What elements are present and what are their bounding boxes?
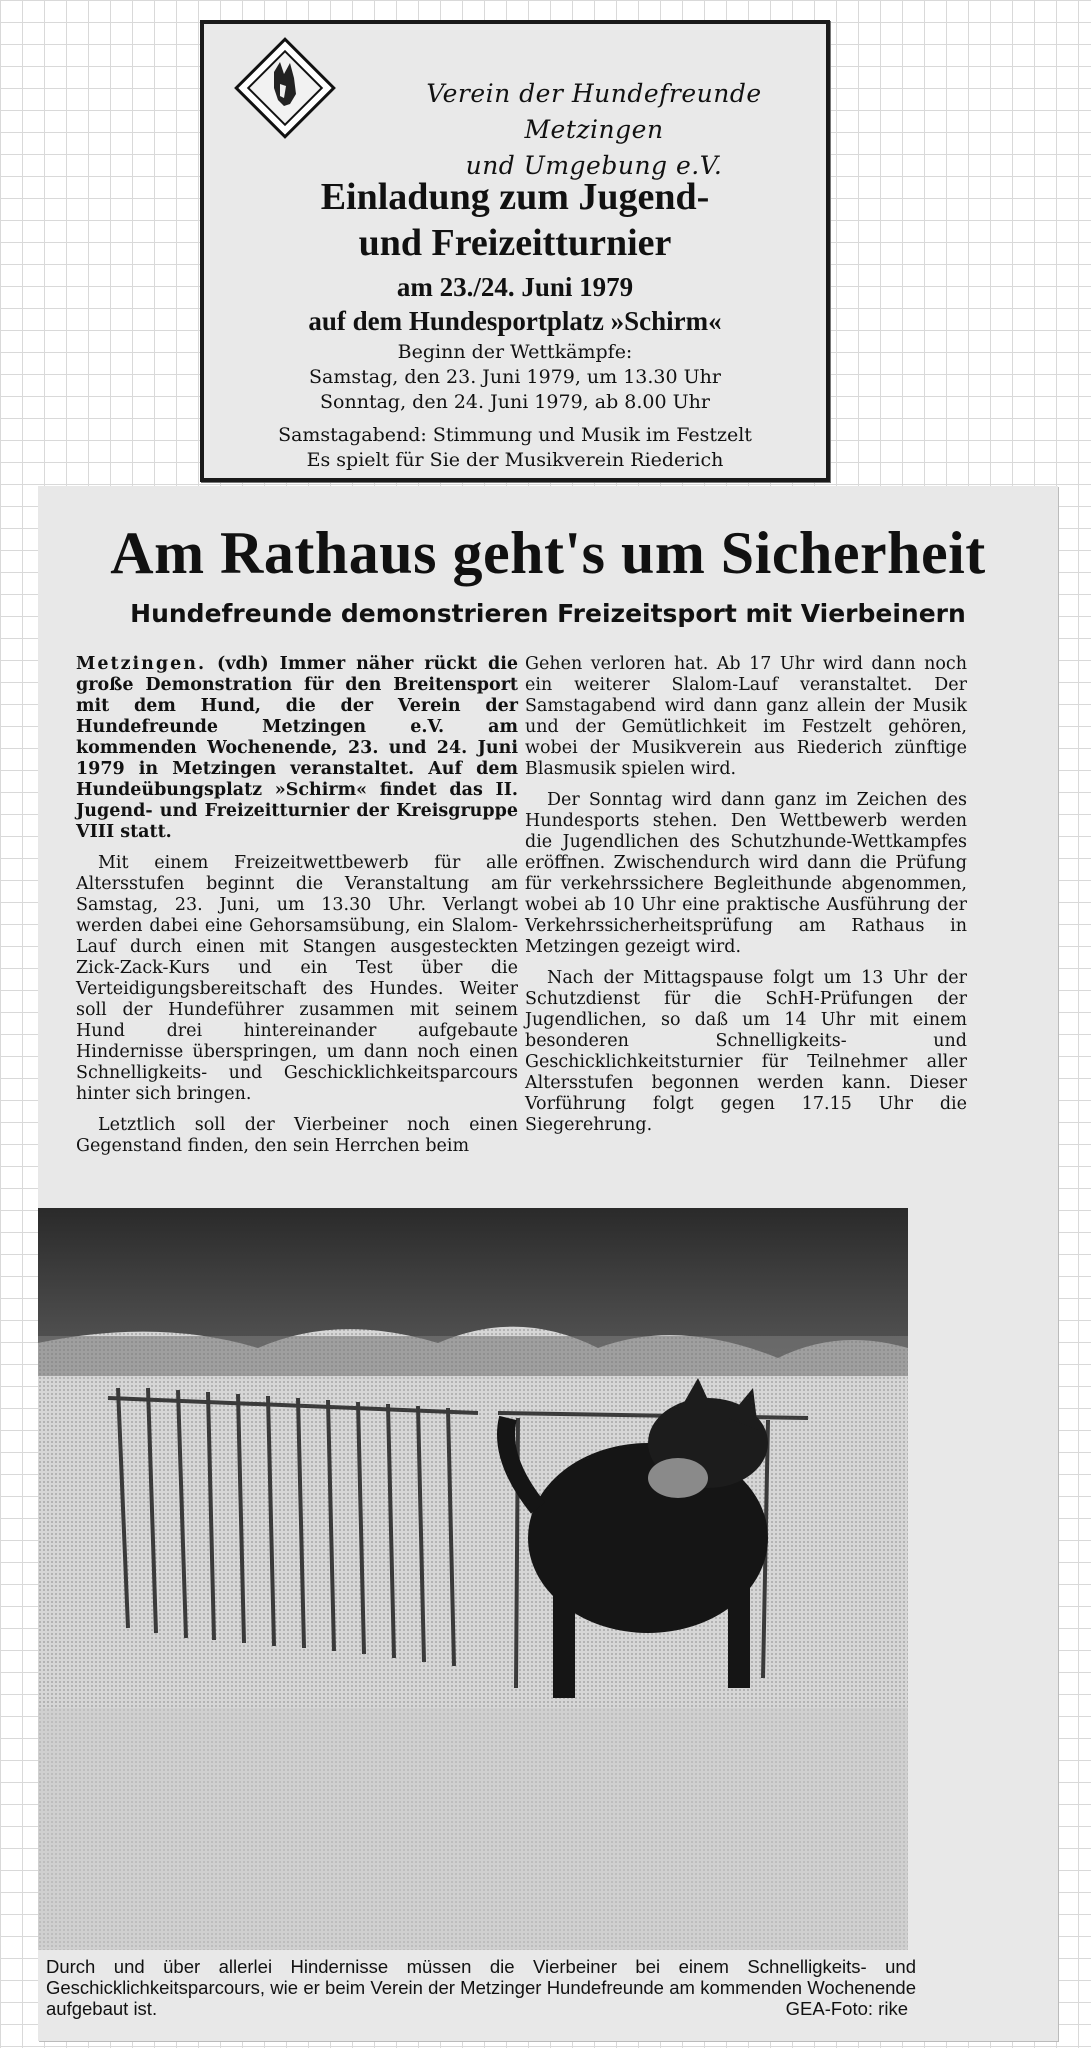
lead-paragraph bbox=[76, 654, 518, 843]
schedule-line: Beginn der Wettkämpfe: bbox=[397, 341, 633, 363]
body-paragraph: Gehen verloren hat. Ab 17 Uhr wird dann noch ein weiterer Slalom-Lauf veranstaltet. Der Samstagabend wird dann ganz allein der Musik und der Gemütlichkeit im Festzelt gehören, wobei der Musikverein aus Riederich zünftige Blasmusik spielen wird. bbox=[525, 654, 967, 779]
club-name-line2: und Umgebung e.V. bbox=[465, 151, 723, 180]
photo-credit: GEA-Foto: rike bbox=[785, 1998, 908, 2019]
invitation-title bbox=[204, 174, 826, 266]
article-subheadline: Hundefreunde demonstrieren Freizeitsport mit Vierbeinern bbox=[130, 599, 966, 628]
invitation-title-line2: und Freizeitturnier bbox=[358, 222, 672, 264]
body-paragraph: Letztlich soll der Vierbeiner noch einen Gegenstand finden, den sein Herrchen beim bbox=[76, 1115, 518, 1156]
photo-illustration bbox=[38, 1208, 908, 1950]
schedule-line: Sonntag, den 24. Juni 1979, ab 8.00 Uhr bbox=[320, 391, 710, 413]
newspaper-article bbox=[38, 486, 1058, 2041]
body-paragraph: Mit einem Freizeitwettbewerb für alle Altersstufen beginnt die Veranstaltung am Samstag, 23. Juni, um 13.30 Uhr. Verlangt werden dabei eine Gehorsamsübung, ein Slalom-Lauf durch einen mit Stangen ausgesteckten Zick-Zack-Kurs und ein Test über die Verteidigungsbereitschaft des Hundes. Weiter soll der Hundeführer zusammen mit seinem Hund drei hintereinander aufgebaute Hindernisse überspringen, um dann noch einen Schnelligkeits- und Geschicklichkeitsparcours hinter sich bringen. bbox=[76, 853, 518, 1104]
article-headline: Am Rathaus geht's um Sicherheit bbox=[110, 520, 986, 586]
club-name bbox=[374, 76, 814, 184]
body-paragraph: Der Sonntag wird dann ganz im Zeichen des Hundesports stehen. Den Wettbewerb werden die Jugendlichen des Schutzhunde-Wettkampfes eröffnen. Zwischendurch wird dann die Prüfung für verkehrssichere Begleithunde abgenommen, wobei ab 10 Uhr eine praktische Ausführung der Verkehrssicherheitsprüfung am Rathaus in Metzingen gezeigt wird. bbox=[525, 790, 967, 957]
announcement-box bbox=[200, 20, 830, 482]
lead-text: (vdh) Immer näher rückt die große Demonstration für den Breitensport mit dem Hund, die der Verein der Hundefreunde Metzingen e.V. am kommenden Wochenende, 23. und 24. Juni 1979 in Metzingen veranstaltet. Auf dem Hundeübungsplatz »Schirm« findet das II. Jugend- und Freizeitturnier der Kreisgruppe VIII statt. bbox=[76, 654, 518, 842]
schedule-line: Samstagabend: Stimmung und Musik im Festzelt bbox=[278, 424, 752, 446]
event-date bbox=[204, 270, 826, 338]
club-name-line1: Verein der Hundefreunde Metzingen bbox=[426, 79, 762, 144]
event-date-line1: am 23./24. Juni 1979 bbox=[396, 272, 634, 302]
event-schedule bbox=[204, 340, 826, 473]
photo-caption: Durch und über allerlei Hindernisse müssen die Vierbeiner bei einem Schnelligkeits- und Geschicklichkeitsparcours, wie er beim Verein der Metzinger Hundefreunde am kommenden Wochenende aufgebaut ist. bbox=[46, 1956, 916, 2019]
schedule-line: Es spielt für Sie der Musikverein Riederich bbox=[306, 449, 724, 471]
dateline: Metzingen. bbox=[76, 654, 207, 674]
dog-head-icon bbox=[250, 54, 320, 124]
dog-jumping-fence-photo bbox=[38, 1208, 908, 1950]
article-column-left bbox=[76, 654, 518, 1167]
event-date-line2: auf dem Hundesportplatz »Schirm« bbox=[308, 306, 722, 336]
body-paragraph: Nach der Mittagspause folgt um 13 Uhr der Schutzdienst für die SchH-Prüfungen der Jugendlichen, so daß um 14 Uhr mit einem besonderen Schnelligkeits- und Geschicklichkeitsturnier für Teilnehmer aller Altersstufen begonnen werden kann. Dieser Vorführung folgt gegen 17.15 Uhr die Siegerehrung. bbox=[525, 968, 967, 1135]
invitation-title-line1: Einladung zum Jugend- bbox=[320, 176, 710, 218]
article-column-right bbox=[525, 654, 967, 1146]
schedule-line: Samstag, den 23. Juni 1979, um 13.30 Uhr bbox=[309, 366, 721, 388]
